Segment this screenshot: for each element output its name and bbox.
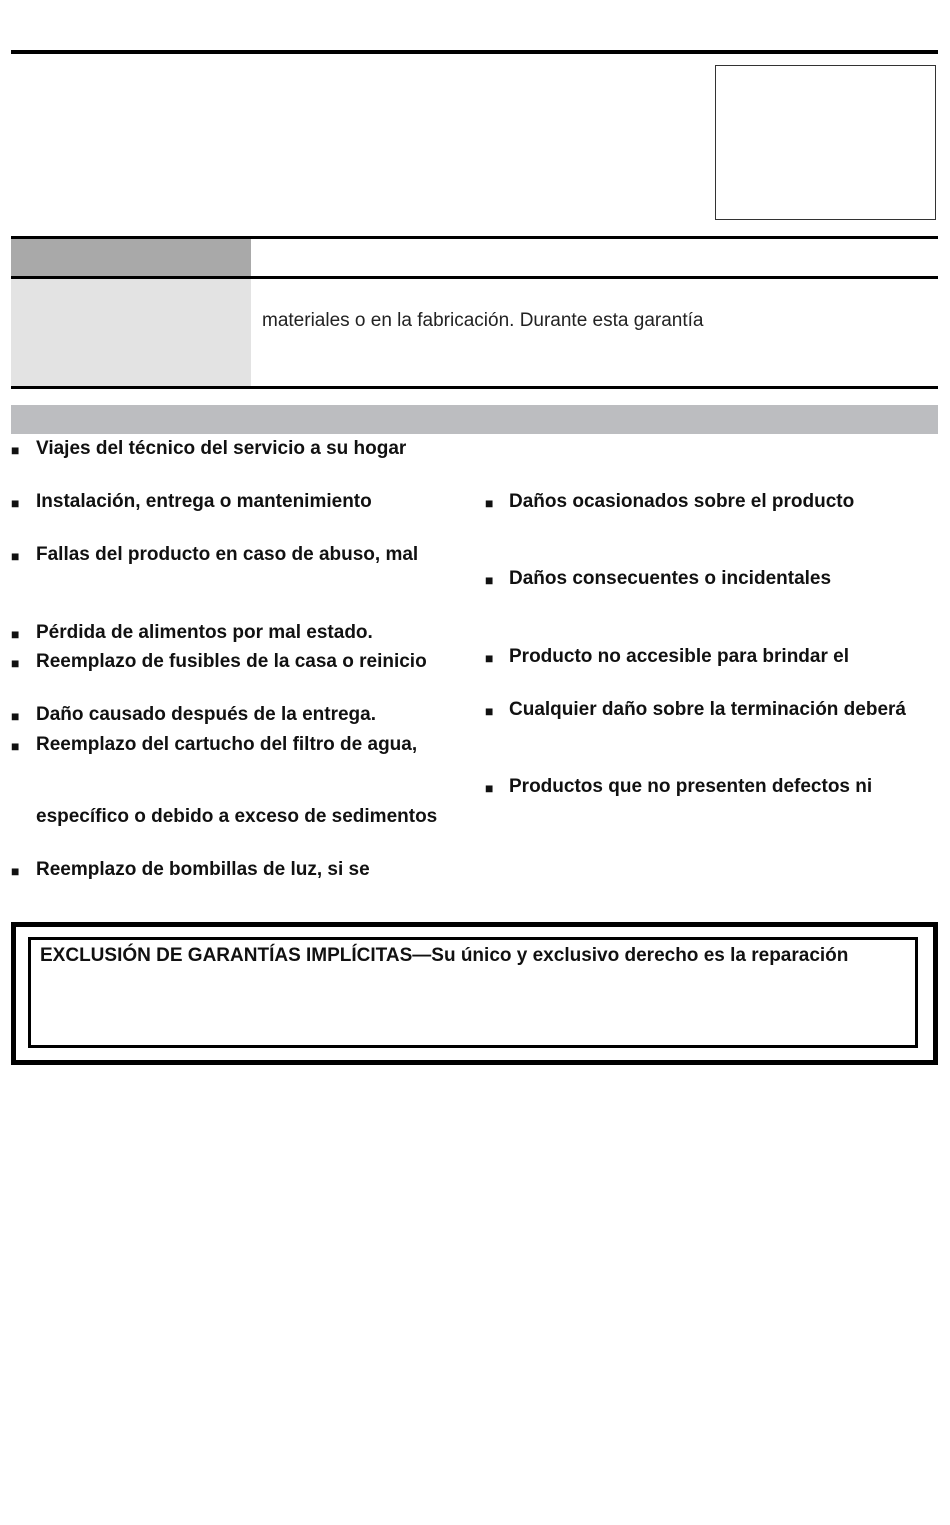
exclusion-text: EXCLUSIÓN DE GARANTÍAS IMPLÍCITAS—Su único y exclusivo derecho es la reparación xyxy=(40,945,849,966)
bullet-icon: ■ xyxy=(485,495,494,511)
bullet-icon: ■ xyxy=(485,572,494,588)
list-item: Daños consecuentes o incidentales xyxy=(509,568,832,589)
bullet-icon: ■ xyxy=(11,548,20,564)
bullet-icon: ■ xyxy=(11,655,20,671)
list-item: Pérdida de alimentos por mal estado. xyxy=(36,622,373,643)
top-rule xyxy=(11,50,938,54)
list-item: Cualquier daño sobre la terminación deberá xyxy=(509,699,906,720)
table-body-text: materiales o en la fabricación. Durante esta garantía xyxy=(262,310,704,331)
list-item-continuation: específico o debido a exceso de sedimentos xyxy=(36,806,438,827)
bullet-icon: ■ xyxy=(11,738,20,754)
bullet-icon: ■ xyxy=(11,863,20,879)
list-item: Productos que no presenten defectos ni xyxy=(509,776,873,797)
list-item: Reemplazo de fusibles de la casa o reinicio xyxy=(36,651,427,672)
bullet-icon: ■ xyxy=(485,650,494,666)
list-item: Instalación, entrega o mantenimiento xyxy=(36,491,372,512)
bullet-icon: ■ xyxy=(11,442,20,458)
list-item: Daño causado después de la entrega. xyxy=(36,704,376,725)
list-item: Daños ocasionados sobre el producto xyxy=(509,491,855,512)
bullet-icon: ■ xyxy=(485,780,494,796)
bullet-icon: ■ xyxy=(485,703,494,719)
list-item: Fallas del producto en caso de abuso, mal xyxy=(36,544,419,565)
bullet-icon: ■ xyxy=(11,708,20,724)
table-header-cell xyxy=(11,239,251,276)
list-item: Producto no accesible para brindar el xyxy=(509,646,849,667)
list-item: Reemplazo del cartucho del filtro de agua, xyxy=(36,734,418,755)
section-header-bar xyxy=(11,405,938,434)
stamp-box xyxy=(715,65,936,220)
bullet-icon: ■ xyxy=(11,495,20,511)
list-item: Viajes del técnico del servicio a su hogar xyxy=(36,438,407,459)
list-item: Reemplazo de bombillas de luz, si se xyxy=(36,859,370,880)
bullet-icon: ■ xyxy=(11,626,20,642)
table-body-cell xyxy=(11,279,251,386)
table-bottom-rule xyxy=(11,386,938,389)
